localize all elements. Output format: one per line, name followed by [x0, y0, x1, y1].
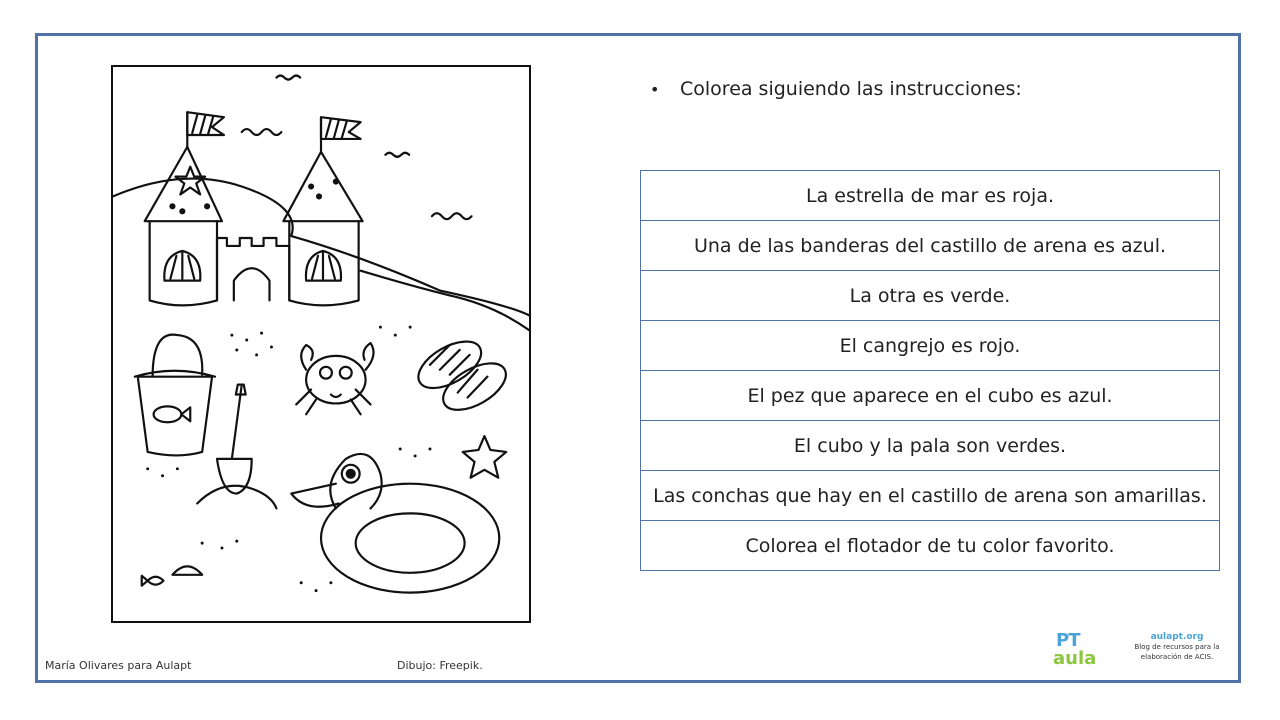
logo-aula: aula	[1053, 648, 1097, 669]
instruction-item: El pez que aparece en el cubo es azul.	[641, 371, 1220, 421]
table-row	[641, 371, 1220, 421]
flip-flops	[411, 332, 514, 419]
instruction-item: La estrella de mar es roja.	[641, 171, 1220, 221]
logo-mark	[1053, 630, 1115, 674]
dune-line	[113, 179, 529, 316]
logo-tagline-1: Blog de recursos para la	[1134, 643, 1220, 651]
table-row	[641, 421, 1220, 471]
logo-tagline-2: elaboración de ACIS.	[1140, 653, 1214, 661]
table-row	[641, 271, 1220, 321]
starfish	[463, 436, 507, 478]
instructions-table	[640, 170, 1220, 571]
crab	[296, 343, 373, 414]
instruction-item: Colorea el flotador de tu color favorito.	[641, 521, 1220, 571]
beach-scene-drawing	[113, 67, 529, 621]
table-row	[641, 321, 1220, 371]
instruction-text: Colorea siguiendo las instrucciones:	[680, 78, 1022, 100]
logo-pt: PT	[1056, 630, 1080, 651]
duck-float	[291, 454, 499, 593]
instruction-heading	[650, 78, 1022, 100]
table-row	[641, 521, 1220, 571]
sand-dots	[146, 326, 431, 592]
table-row	[641, 221, 1220, 271]
instruction-item: La otra es verde.	[641, 271, 1220, 321]
table-row	[641, 471, 1220, 521]
footer-author: María Olivares para Aulapt	[45, 659, 192, 672]
sand-castle	[145, 112, 363, 305]
aulapt-logo	[1053, 628, 1231, 676]
sky-waves	[242, 76, 472, 220]
coloring-illustration	[111, 65, 531, 623]
logo-site: aulapt.org	[1150, 632, 1204, 642]
instruction-item: Una de las banderas del castillo de arena es azul.	[641, 221, 1220, 271]
footer-credit: Dibujo: Freepik.	[397, 659, 483, 672]
bullet: •	[650, 80, 660, 99]
instruction-item: El cubo y la pala son verdes.	[641, 421, 1220, 471]
instruction-item: El cangrejo es rojo.	[641, 321, 1220, 371]
bucket	[135, 335, 215, 456]
small-fish	[142, 576, 164, 586]
table-row	[641, 171, 1220, 221]
shell	[172, 566, 202, 574]
logo-text	[1123, 632, 1231, 662]
instruction-item: Las conchas que hay en el castillo de arena son amarillas.	[641, 471, 1220, 521]
